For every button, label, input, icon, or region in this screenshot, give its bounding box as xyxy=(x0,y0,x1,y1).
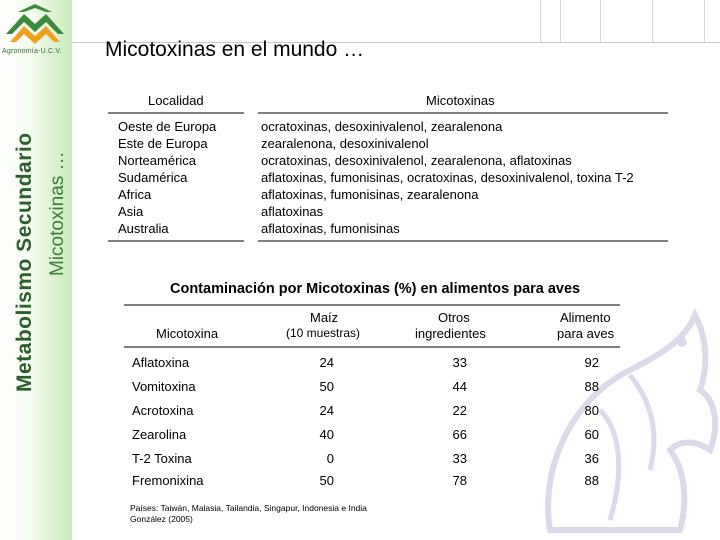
footnote xyxy=(130,503,367,525)
footnote-source: González (2005) xyxy=(130,514,193,524)
top-grid-box xyxy=(652,0,684,42)
table1-micotoxinas-cell: ocratoxinas, desoxinivalenol, zearalenona xyxy=(261,119,503,134)
table1-localidad-cell: Oeste de Europa xyxy=(118,119,217,134)
row-alimento: 88 xyxy=(584,379,599,394)
table2-title: Contaminación por Micotoxinas (%) en alimentos para aves xyxy=(170,281,581,297)
row-otros: 22 xyxy=(452,403,467,418)
table2-rule xyxy=(124,304,620,306)
table2-header-micotoxina: Micotoxina xyxy=(156,326,219,341)
row-maiz: 24 xyxy=(319,403,334,418)
table1-micotoxinas-cell: aflatoxinas xyxy=(261,204,324,219)
row-otros: 33 xyxy=(452,451,467,466)
row-alimento: 80 xyxy=(584,403,599,418)
table1-header-localidad: Localidad xyxy=(148,93,204,108)
table-row xyxy=(0,379,720,395)
table2-header-maiz-sub: (10 muestras) xyxy=(286,326,361,340)
table1-micotoxinas-cell: aflatoxinas, fumonisinas, ocratoxinas, desoxinivalenol, toxina T-2 xyxy=(261,170,634,185)
table1-localidad-cell: Este de Europa xyxy=(118,136,208,151)
table1-localidad-cell: Asia xyxy=(118,204,144,219)
row-name: Fremonixina xyxy=(132,473,204,488)
table1-rule xyxy=(108,240,244,242)
top-grid-line xyxy=(560,0,561,42)
table2-rule xyxy=(124,346,620,348)
table1-localidad-cell: Australia xyxy=(118,221,169,236)
table2-header-alimento: Alimento xyxy=(560,310,611,325)
top-grid-line xyxy=(600,0,601,42)
row-maiz: 50 xyxy=(319,473,334,488)
row-maiz: 24 xyxy=(319,355,334,370)
table1-rule xyxy=(258,112,668,114)
table1-rule xyxy=(258,240,668,242)
row-alimento: 36 xyxy=(584,451,599,466)
table-row xyxy=(0,355,720,371)
page-title: Micotoxinas en el mundo … xyxy=(105,38,365,61)
row-name: Aflatoxina xyxy=(132,355,190,370)
row-otros: 66 xyxy=(452,427,467,442)
top-grid-line xyxy=(540,0,541,42)
table1-micotoxinas-column xyxy=(261,118,634,237)
table-row xyxy=(0,473,720,489)
row-name: Acrotoxina xyxy=(132,403,194,418)
table1-localidad-column xyxy=(118,118,216,237)
row-maiz: 0 xyxy=(326,451,334,466)
table1-micotoxinas-cell: ocratoxinas, desoxinivalenol, zearalenona, aflatoxinas xyxy=(261,153,572,168)
table2-header-otros: Otros xyxy=(438,310,470,325)
table1-localidad-cell: Africa xyxy=(118,187,152,202)
footnote-countries: Países: Taiwán, Malasia, Tailandia, Singapur, Indonesia e India xyxy=(130,503,367,513)
table1-localidad-cell: Sudamérica xyxy=(118,170,188,185)
vertical-title-micotoxinas: Micotoxinas … xyxy=(47,151,68,276)
table1-rule xyxy=(108,112,244,114)
agronomia-logo-icon xyxy=(4,4,66,46)
row-name: T-2 Toxina xyxy=(132,451,192,466)
table-row xyxy=(0,451,720,467)
row-otros: 78 xyxy=(452,473,467,488)
table1-micotoxinas-cell: aflatoxinas, fumonisinas xyxy=(261,221,400,236)
table2-header-para-aves: para aves xyxy=(557,326,615,341)
row-otros: 33 xyxy=(452,355,467,370)
row-maiz: 50 xyxy=(319,379,334,394)
row-name: Vomitoxina xyxy=(132,379,196,394)
top-grid-line xyxy=(704,0,705,42)
row-alimento: 60 xyxy=(584,427,599,442)
table1-localidad-cell: Norteamérica xyxy=(118,153,197,168)
row-alimento: 92 xyxy=(584,355,599,370)
table-row xyxy=(0,403,720,419)
row-otros: 44 xyxy=(452,379,467,394)
table1-micotoxinas-cell: aflatoxinas, fumonisinas, zearalenona xyxy=(261,187,479,202)
table-row xyxy=(0,427,720,443)
logo-caption: Agronomía-U.C.V. xyxy=(2,48,62,55)
row-alimento: 88 xyxy=(584,473,599,488)
table2-header-ingredientes: ingredientes xyxy=(415,326,486,341)
vertical-title-metabolismo: Metabolismo Secundario xyxy=(13,132,36,392)
table1-micotoxinas-cell: zearalenona, desoxinivalenol xyxy=(261,136,429,151)
table2-header-maiz: Maíz xyxy=(310,310,339,325)
row-maiz: 40 xyxy=(319,427,334,442)
table1-header-micotoxinas: Micotoxinas xyxy=(426,93,495,108)
row-name: Zearolina xyxy=(132,427,187,442)
